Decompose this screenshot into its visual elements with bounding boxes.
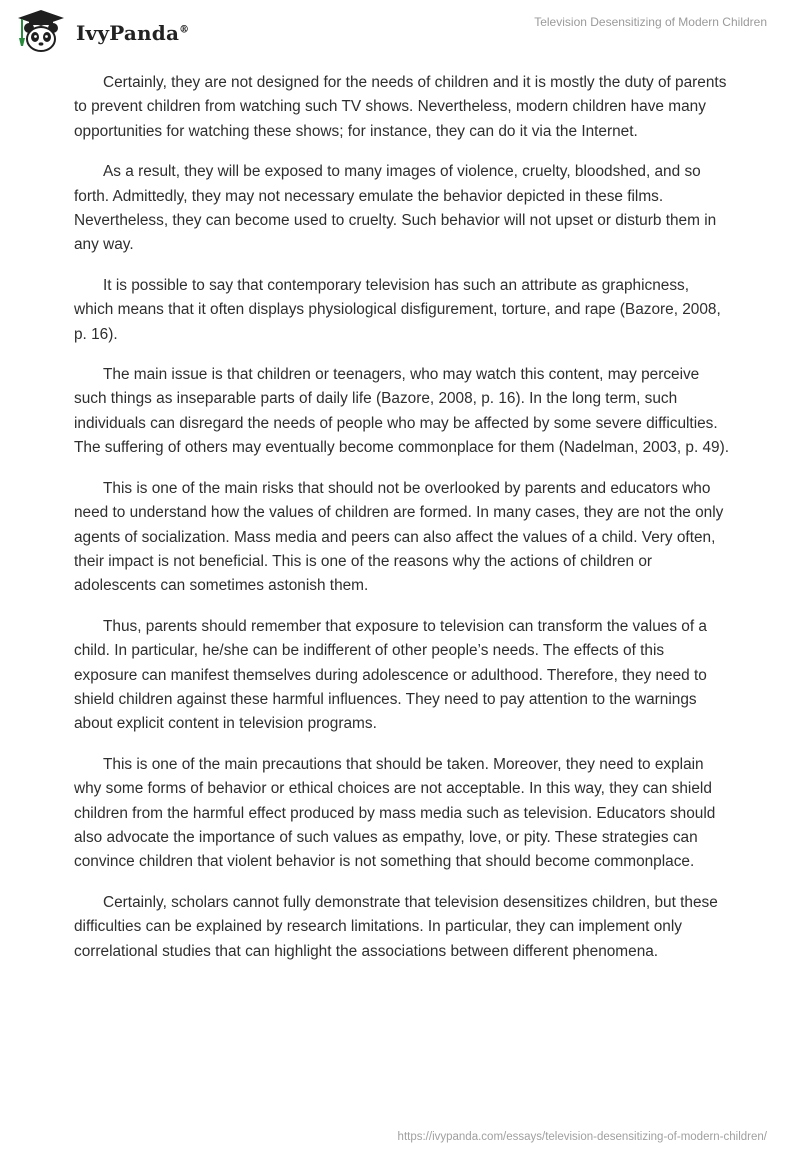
paragraph: Thus, parents should remember that exposure to television can transform the values of a child. In particular, he/she can be indifferent of other people’s needs. The effects of this exposure can manifest themselves during adolescence or adulthood. Therefore, they need to shield children against these harmful influences. They need to pay attention to the warnings about explicit content in television programs. [74, 617, 707, 733]
essay-body [74, 71, 730, 980]
ivypanda-logo[interactable] [14, 8, 214, 54]
page-header [0, 0, 800, 64]
source-url[interactable]: https://ivypanda.com/essays/television-desensitizing-of-modern-children/ [397, 1131, 767, 1143]
brand-name: IvyPanda® [76, 21, 190, 45]
paragraph: This is one of the main risks that should not be overlooked by parents and educators who need to understand how the values of children are formed. In many cases, they are not the only agents of socialization. Mass media and peers can also affect the values of a child. Very often, their impact is not beneficial. This is one of the reasons why the actions of children or adolescents can sometimes astonish them. [74, 479, 724, 595]
paragraph: This is one of the main precautions that should be taken. Moreover, they need to explain why some forms of behavior or ethical choices are not acceptable. In this way, they can shield children from the harmful effect produced by mass media such as television. Educators should also advocate the importance of such values as empathy, love, or pity. These strategies can convince children that violent behavior is not something that should become commonplace. [74, 755, 716, 871]
paragraph: The main issue is that children or teenagers, who may watch this content, may perceive such things as inseparable parts of daily life (Bazore, 2008, p. 16). In the long term, such individuals can disregard the needs of people who may be affected by some severe difficulties. The suffering of others may eventually become commonplace for them (Nadelman, 2003, p. 49). [74, 366, 730, 457]
paragraph: Certainly, scholars cannot fully demonstrate that television desensitizes children, but these difficulties can be explained by research limitations. In particular, they can implement only correlational studies that can highlight the associations between different phenomena. [74, 893, 718, 960]
paragraph: As a result, they will be exposed to many images of violence, cruelty, bloodshed, and so forth. Admittedly, they may not necessary emulate the behavior depicted in these films. Nevertheless, they can become used to cruelty. Such behavior will not upset or disturb them in any way. [74, 163, 717, 254]
paragraph: It is possible to say that contemporary television has such an attribute as graphicness, which means that it often displays physiological disfigurement, torture, and rape (Bazore, 2008, p. 16). [74, 276, 721, 343]
document-title: Television Desensitizing of Modern Children [534, 15, 767, 29]
paragraph: Certainly, they are not designed for the needs of children and it is mostly the duty of parents to prevent children from watching such TV shows. Nevertheless, modern children have many opportunities for watching these shows; for instance, they can do it via the Internet. [74, 74, 727, 140]
panda-graduate-icon [14, 8, 68, 54]
